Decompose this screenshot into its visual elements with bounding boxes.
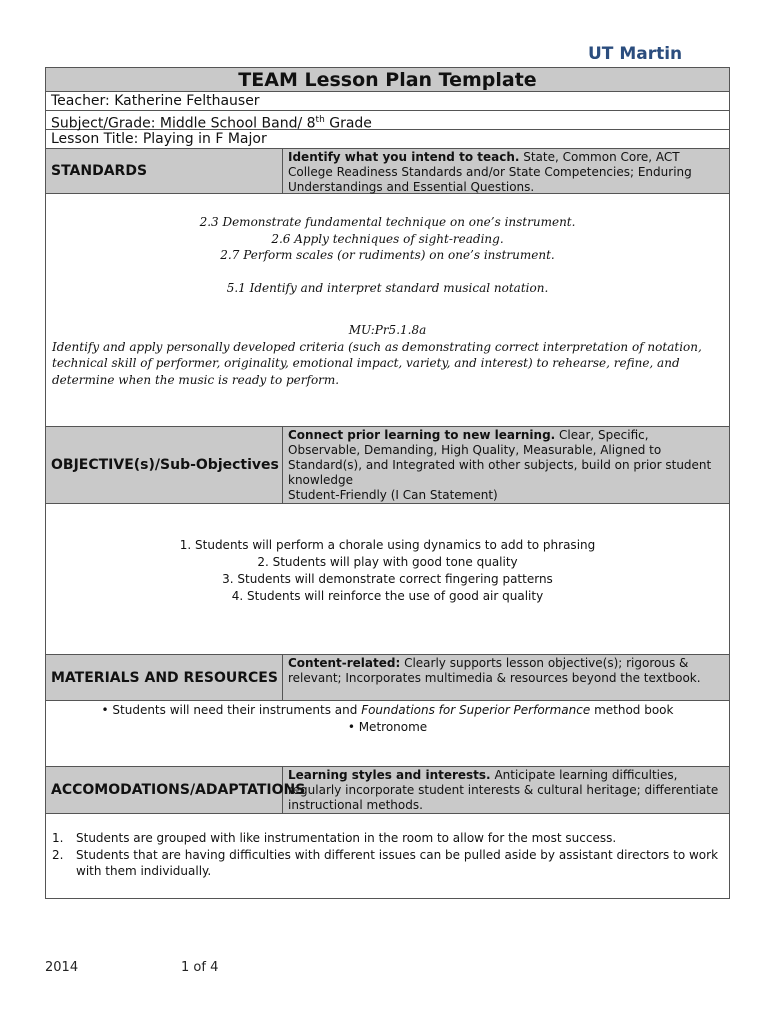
accommodation-number: 1. [52,831,64,845]
lesson-title-field: Lesson Title: Playing in F Major [46,130,729,149]
footer-page-number: 1 of 4 [181,960,219,975]
materials-content [46,701,729,767]
subject-text: Subject/Grade: Middle School Band/ 8 [51,115,316,132]
accommodation-item [52,830,721,847]
materials-label: MATERIALS AND RESOURCES [46,655,283,700]
accommodation-text: Students that are having difficulties with different issues can be pulled aside by assistant directors to work with them individually. [76,847,719,878]
standards-description [283,149,729,193]
subject-grade-field [46,111,729,130]
accommodations-desc-bold: Learning styles and interests. [288,768,491,782]
grade-suffix: th [315,115,325,125]
accommodation-item [52,847,721,880]
brand-label: UT Martin [588,44,683,64]
objectives-header [46,427,729,504]
lesson-plan-table [45,67,730,899]
accommodation-text: Students are grouped with like instrumentation in the room to allow for the most success. [76,831,617,845]
materials-desc-bold: Content-related: [288,656,401,670]
material-item [46,702,729,719]
accommodation-number: 2. [52,847,64,862]
objective-item: 4. Students will reinforce the use of good air quality [231,589,544,603]
standard-item: 5.1 Identify and interpret standard musical notation. [226,280,549,295]
footer-year: 2014 [45,960,79,975]
materials-desc-rest: Clearly supports lesson objective(s); rigorous & relevant; Incorporates multimedia & resources beyond the textbook. [288,656,701,685]
material-item: • Metronome [347,720,428,734]
standards-label: STANDARDS [46,149,283,193]
standards-desc-bold: Identify what you intend to teach. [288,150,520,164]
accommodations-description [283,767,729,813]
standard-item: 2.7 Perform scales (or rudiments) on one’s instrument. [220,248,555,262]
materials-header [46,655,729,701]
standard-description: Identify and apply personally developed criteria (such as demonstrating correct interpretation of notation, technical skill of performer, originality, emotional impact, variety, and interest) to rehearse, refine, and determine when the music is ready to perform. [52,339,702,387]
material-item-suffix: method book [590,703,674,717]
document-title: TEAM Lesson Plan Template [46,68,729,92]
standard-item: 2.6 Apply techniques of sight-reading. [271,231,504,246]
accommodations-header [46,767,729,814]
accommodations-content [46,814,729,898]
objective-item: 1. Students will perform a chorale using dynamics to add to phrasing [179,538,596,552]
standard-code: MU:Pr5.1.8a [348,323,427,337]
accommodations-desc-rest: Anticipate learning difficulties, regularly incorporate student interests & cultural heritage; differentiate instructional methods. [288,768,719,812]
standards-content [46,194,729,427]
objectives-desc-rest: Clear, Specific, Observable, Demanding, High Quality, Measurable, Aligned to Standard(s), and Integrated with other subjects, build on prior student knowledge [288,428,712,487]
standard-item: 2.3 Demonstrate fundamental technique on one’s instrument. [199,215,576,229]
standards-header [46,149,729,194]
objectives-content [46,504,729,655]
standards-desc-rest: State, Common Core, ACT College Readiness Standards and/or State Competencies; Enduring Understandings and Essential Questions. [288,150,692,194]
materials-description [283,655,729,700]
subject-grade-word: Grade [324,115,372,132]
teacher-field: Teacher: Katherine Felthauser [46,92,729,111]
method-book-title: Foundations for Superior Performance [361,703,591,717]
material-item-text: • Students will need their instruments and [101,703,362,717]
objectives-desc-bold: Connect prior learning to new learning. [288,428,556,442]
objectives-label: OBJECTIVE(s)/Sub-Objectives [46,427,283,503]
accommodations-label: ACCOMODATIONS/ADAPTATIONS [46,767,283,813]
objectives-description [283,427,729,503]
objective-item: 3. Students will demonstrate correct fingering patterns [222,572,553,586]
objective-item: 2. Students will play with good tone quality [257,555,518,569]
objectives-desc-line2: Student-Friendly (I Can Statement) [288,488,498,502]
